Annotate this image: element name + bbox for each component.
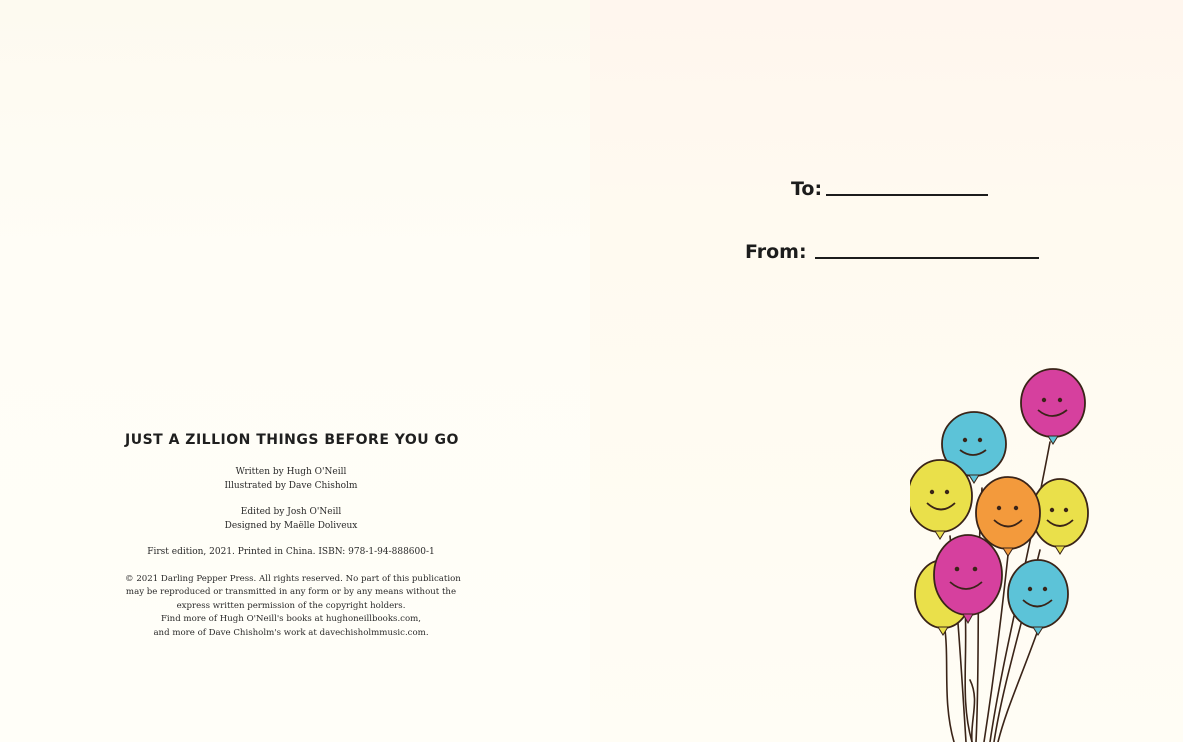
illustrated-by: Illustrated by Dave Chisholm (224, 480, 358, 491)
legal-line: express written permission of the copyright holders. (176, 600, 406, 611)
copyright-page (0, 0, 590, 742)
to-field (791, 178, 988, 200)
dedication-page (590, 0, 1183, 742)
balloon-yellow-left (910, 460, 972, 539)
to-blank-line (826, 193, 988, 196)
legal-line: Find more of Hugh O'Neill's books at hughoneillbooks.com, (160, 614, 422, 625)
edited-by: Edited by Josh O'Neill (240, 507, 342, 517)
balloon-pink-top (1021, 369, 1085, 444)
balloon-blue-bottom (1008, 560, 1068, 635)
book-title: JUST A ZILLION THINGS BEFORE YOU GO (125, 432, 459, 448)
edition-info: First edition, 2021. Printed in China. ISBN: 978-1-94-888600-1 (147, 547, 435, 557)
from-blank-line (815, 256, 1039, 259)
legal-line: © 2021 Darling Pepper Press. All rights reserved. No part of this publication (125, 573, 461, 584)
legal-line: may be reproduced or transmitted in any form or by any means without the (125, 587, 457, 598)
from-label: From: (745, 241, 807, 263)
smiley-balloons-illustration (910, 360, 1110, 742)
from-field (745, 241, 1039, 263)
designed-by: Designed by Maëlle Doliveux (224, 520, 358, 531)
to-label: To: (791, 178, 823, 200)
credits-block (125, 432, 461, 640)
written-by: Written by Hugh O'Neill (235, 467, 347, 477)
legal-line: and more of Dave Chisholm's work at davechisholmmusic.com. (153, 627, 429, 638)
